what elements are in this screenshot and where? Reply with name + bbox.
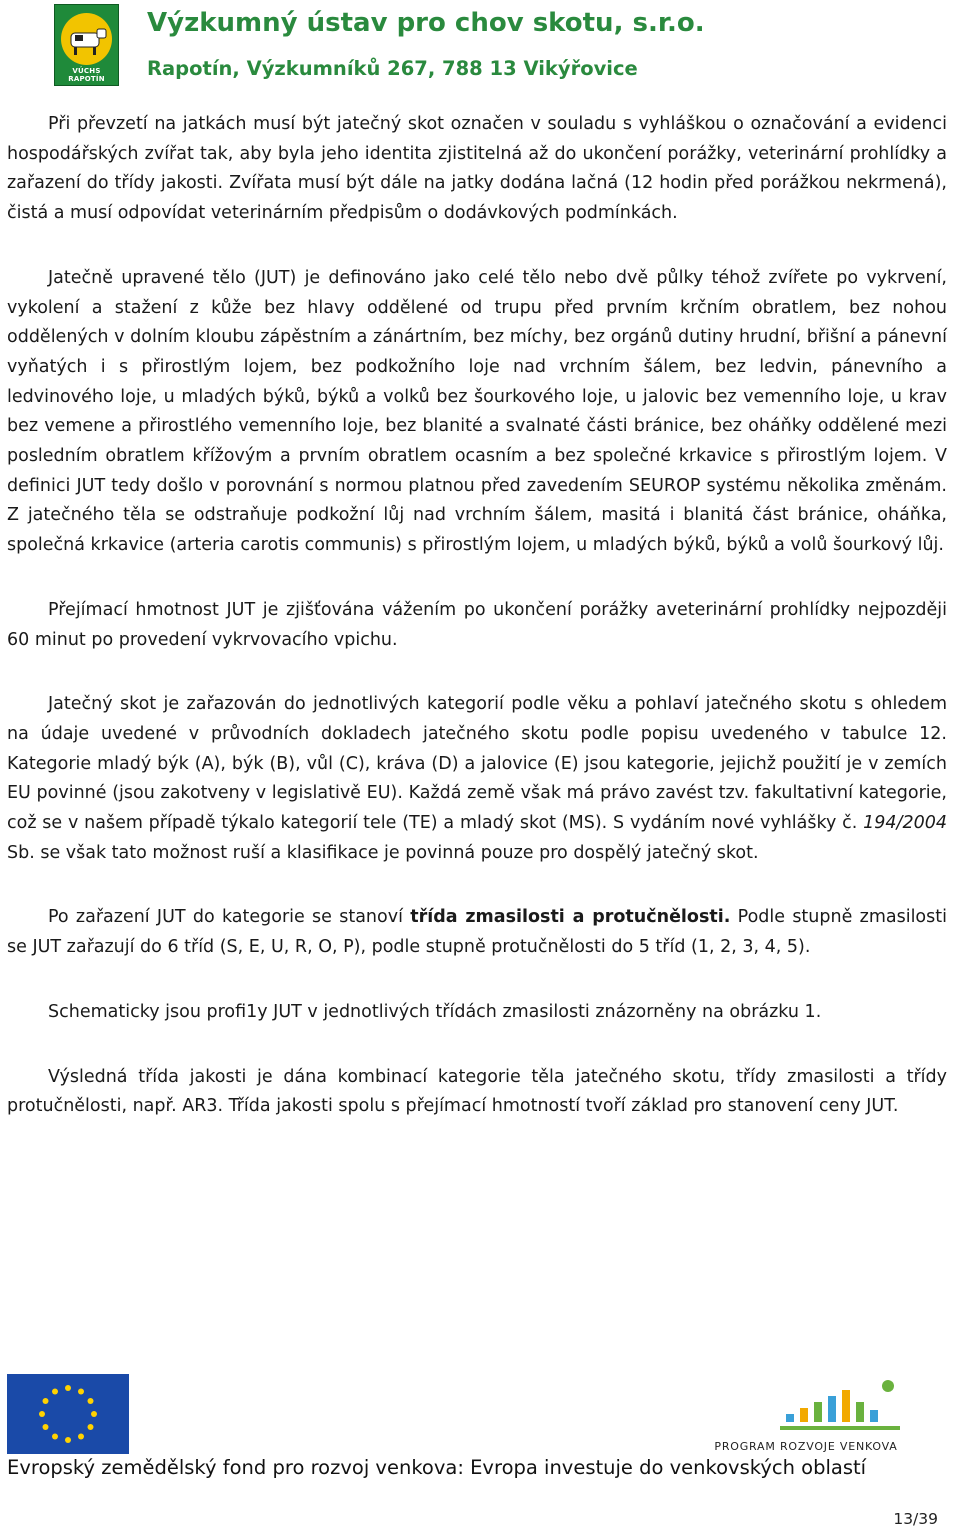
paragraph-5-text-a: Po zařazení JUT do kategorie se stanoví — [48, 907, 411, 928]
paragraph-3: Přejímací hmotnost JUT je zjišťována vážením po ukončení porážky aveterinární prohlídky nejpozději 60 minut po provedení vykrvovacího vpichu. — [7, 599, 947, 650]
paragraph-6: Schematicky jsou profi1y JUT v jednotlivých třídách zmasilosti znázorněny na obrázku 1. — [48, 1001, 822, 1022]
rural-development-logo-text: PROGRAM ROZVOJE VENKOVA — [714, 1440, 898, 1453]
regulation-number: 194/2004 — [863, 813, 947, 834]
organization-name: Výzkumný ústav pro chov skotu, s.r.o. — [147, 8, 705, 38]
paragraph-4-text-b: Sb. se však tato možnost ruší a klasifikace je povinná pouze pro dospělý jatečný skot. — [7, 842, 759, 863]
paragraph-7: Výsledná třída jakosti je dána kombinací kategorie těla jatečného skotu, třídy zmasilosti a třídy protučnělosti, např. AR3. Třída jakosti spolu s přejímací hmotností tvoří základ pro stanovení ceny JUT. — [7, 1066, 947, 1117]
paragraph-1: Při převzetí na jatkách musí být jatečný skot označen v souladu s vyhláškou o označování a evidenci hospodářských zvířat tak, aby byla jeho identita zjistitelná až do ukončení porážky, veterinární prohlídky a zařazení do třídy jakosti. Zvířata musí být dále na jatky dodána lačná (12 hodin před porážkou nekrmená), čistá a musí odpovídat veterinárním předpisům o dodávkových podmínkách. — [7, 114, 947, 224]
eu-flag-icon — [7, 1374, 129, 1454]
fund-caption: Evropský zemědělský fond pro rozvoj venkova: Evropa investuje do venkovských oblastí — [7, 1456, 867, 1479]
page-header — [0, 0, 960, 95]
document-body — [7, 110, 947, 1157]
page-number: 13/39 — [893, 1510, 938, 1528]
cow-emblem-icon — [61, 13, 112, 65]
page-footer — [0, 1370, 960, 1530]
institute-logo — [54, 4, 119, 86]
paragraph-4-text-a: Jatečný skot je zařazován do jednotlivých kategorií podle věku a pohlaví jatečného skotu s ohledem na údaje uvedené v průvodních dokladech jatečného skotu podle popisu uvedeného v tabulce 12. Kategorie mladý býk (A), býk (B), vůl (C), kráva (D) a jalovice (E) jsou kategorie, jejichž použití je v zemích EU povinné (jsou zakotveny v legislativě EU). Každá země však má právo zavést tzv. fakultativní kategorie, což se v našem případě týkalo kategorií tele (TE) a mladý skot (MS). S vydáním nové vyhlášky č. — [7, 694, 947, 834]
emphasis-class: třída zmasilosti a protučnělosti. — [410, 907, 731, 928]
paragraph-2: Jatečně upravené tělo (JUT) je definováno jako celé tělo nebo dvě půlky téhož zvířete po vykrvení, vykolení a stažení z kůže bez hlavy oddělené od trupu před prvním krčním obratlem, bez nohou oddělených v dolním kloubu zápěstním a zánártním, bez míchy, bez orgánů dutiny hrudní, břišní a pánevní vyňatých i s přirostlým lojem, bez podkožního loje nad vrchním šálem, bez ledvin, pánevního a ledvinového loje, u mladých býků, býků a volků bez šourkového loje, u jalovic bez vemenního loje, u krav bez vemene a přirostlého vemenního loje, bez blanité a svalnaté části bránice, bez oháňky oddělené mezi posledním obratlem křížovým a prvním obratlem ocasním a bez společné krkavice s přirostlým lojem. V definici JUT tedy došlo v porovnání s normou platnou před zavedením SEUROP systému několika změnám. Z jatečného těla se odstraňuje podkožní lůj nad vrchním šálem, masitá i blanitá část bránice, oháňka, společná krkavice (arteria carotis communis) s přirostlým lojem, u mladých býků, býků a volů šourkový lůj. — [7, 267, 947, 556]
logo-caption: VÚCHS RAPOTÍN — [68, 67, 105, 83]
paragraph-5 — [7, 903, 947, 962]
paragraph-5-text-b: Podle stupně zmasilosti se JUT zařazují do 6 tříd (S, E, U, R, O, P), podle stupně protučnělosti do 5 tříd (1, 2, 3, 4, 5). — [7, 907, 947, 958]
organization-address: Rapotín, Výzkumníků 267, 788 13 Vikýřovice — [147, 57, 638, 80]
paragraph-4 — [7, 690, 947, 868]
